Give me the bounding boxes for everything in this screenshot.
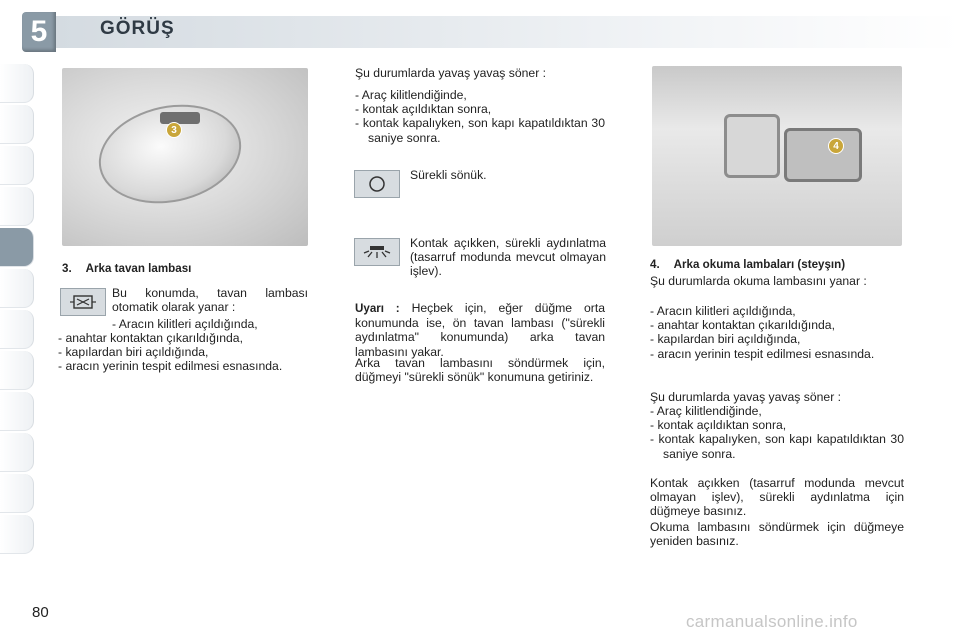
reading-lamp-right (784, 128, 862, 182)
chapter-tab[interactable] (0, 187, 34, 226)
list-item: - anahtar kontaktan çıkarıldığında, (58, 331, 243, 345)
rear-lamp-list (58, 331, 308, 374)
watermark: carmanualsonline.info (686, 612, 858, 631)
warning-label: Uyarı : (355, 302, 400, 315)
page-number: 80 (32, 604, 49, 621)
chapter-tab[interactable] (0, 269, 34, 308)
reading-press-text: Kontak açıkken (tasarruf modunda mevcut olmayan işlev), sürekli aydınlatma için düğmeye basınız. (650, 476, 904, 519)
ceiling-lamp-lens (90, 92, 251, 216)
circle-off-icon-svg (364, 174, 390, 194)
rear-ceiling-lamp-photo (62, 68, 308, 246)
list-item: - aracın yerinin tespit edilmesi esnasında. (650, 346, 875, 361)
fade-list (355, 88, 605, 145)
reading-lamps-photo (652, 66, 902, 246)
section-heading-rear-lamp: 3. Arka tavan lambası (62, 262, 192, 275)
reading-off-text: Okuma lambasını söndürmek için düğmeye yeniden basınız. (650, 520, 904, 549)
list-item: - kontak kapalıyken, son kapı kapatıldıktan 30 saniye sonra. (355, 116, 605, 145)
chapter-tab[interactable] (0, 474, 34, 513)
header-band (56, 16, 960, 48)
chapter-tab[interactable] (0, 105, 34, 144)
chapter-tabs (0, 64, 34, 556)
reading-lamp-intro: Şu durumlarda okuma lambasını yanar : (650, 274, 867, 288)
list-item: - kapılardan biri açıldığında, (58, 345, 209, 360)
chapter-tab[interactable] (0, 515, 34, 554)
chapter-tab[interactable] (0, 351, 34, 390)
fade-intro: Şu durumlarda yavaş yavaş söner : (355, 66, 547, 80)
chapter-number-badge: 5 (22, 12, 56, 52)
list-item: - Aracın kilitleri açıldığında, (650, 304, 796, 318)
chapter-tab[interactable] (0, 146, 34, 185)
list-item: - Araç kilitlendiğinde, (355, 88, 467, 102)
chapter-tab[interactable] (0, 433, 34, 472)
list-item: - kapılardan biri açıldığında, (650, 332, 801, 347)
turnoff-paragraph: Arka tavan lambasını söndürmek için, düğmeyi "sürekli sönük" konumuna getiriniz. (355, 356, 605, 385)
callout-marker: 4 (828, 138, 844, 154)
reading-fade-intro: Şu durumlarda yavaş yavaş söner : (650, 390, 842, 404)
warning-paragraph (355, 301, 605, 359)
permanent-off-text: Sürekli sönük. (410, 168, 487, 182)
auto-courtesy-icon (60, 288, 106, 316)
permanent-on-text: Kontak açıkken, sürekli aydınlatma (tasarruf modunda mevcut olmayan işlev). (410, 236, 606, 279)
lamp-rays-icon-svg (362, 242, 392, 262)
section-heading-reading-lamps: 4. Arka okuma lambaları (steyşın) (650, 258, 846, 271)
chapter-tab[interactable] (0, 392, 34, 431)
list-item: - kontak açıldıktan sonra, (650, 418, 787, 433)
list-item: - Aracın kilitleri açıldığında, (112, 317, 258, 331)
auto-courtesy-icon-svg (68, 292, 98, 312)
reading-fade-list (650, 404, 904, 461)
lamp-rays-icon (354, 238, 400, 266)
page-title: GÖRÜŞ (100, 18, 175, 39)
list-item: - kontak kapalıyken, son kapı kapatıldıktan 30 saniye sonra. (650, 432, 904, 461)
reading-lamp-list (650, 304, 904, 361)
callout-marker: 3 (166, 122, 182, 138)
list-item: - anahtar kontaktan çıkarıldığında, (650, 318, 835, 333)
list-item: - Araç kilitlendiğinde, (650, 404, 762, 418)
chapter-tab-active[interactable] (0, 228, 34, 267)
chapter-tab[interactable] (0, 310, 34, 349)
list-item: - kontak açıldıktan sonra, (355, 102, 492, 117)
rear-lamp-intro: Bu konumda, tavan lambası otomatik olarak yanar : (112, 286, 308, 315)
list-item: - aracın yerinin tespit edilmesi esnasında. (58, 359, 283, 374)
ceiling-lamp-switch (160, 112, 200, 124)
chapter-tab[interactable] (0, 64, 34, 103)
reading-lamp-left (724, 114, 780, 178)
circle-off-icon (354, 170, 400, 198)
warning-text: Heçbek için, eğer düğme orta konumunda ise, ön tavan lambası ("sürekli aydınlatma" konumunda) arka tavan lambasını yakar. (355, 301, 606, 359)
